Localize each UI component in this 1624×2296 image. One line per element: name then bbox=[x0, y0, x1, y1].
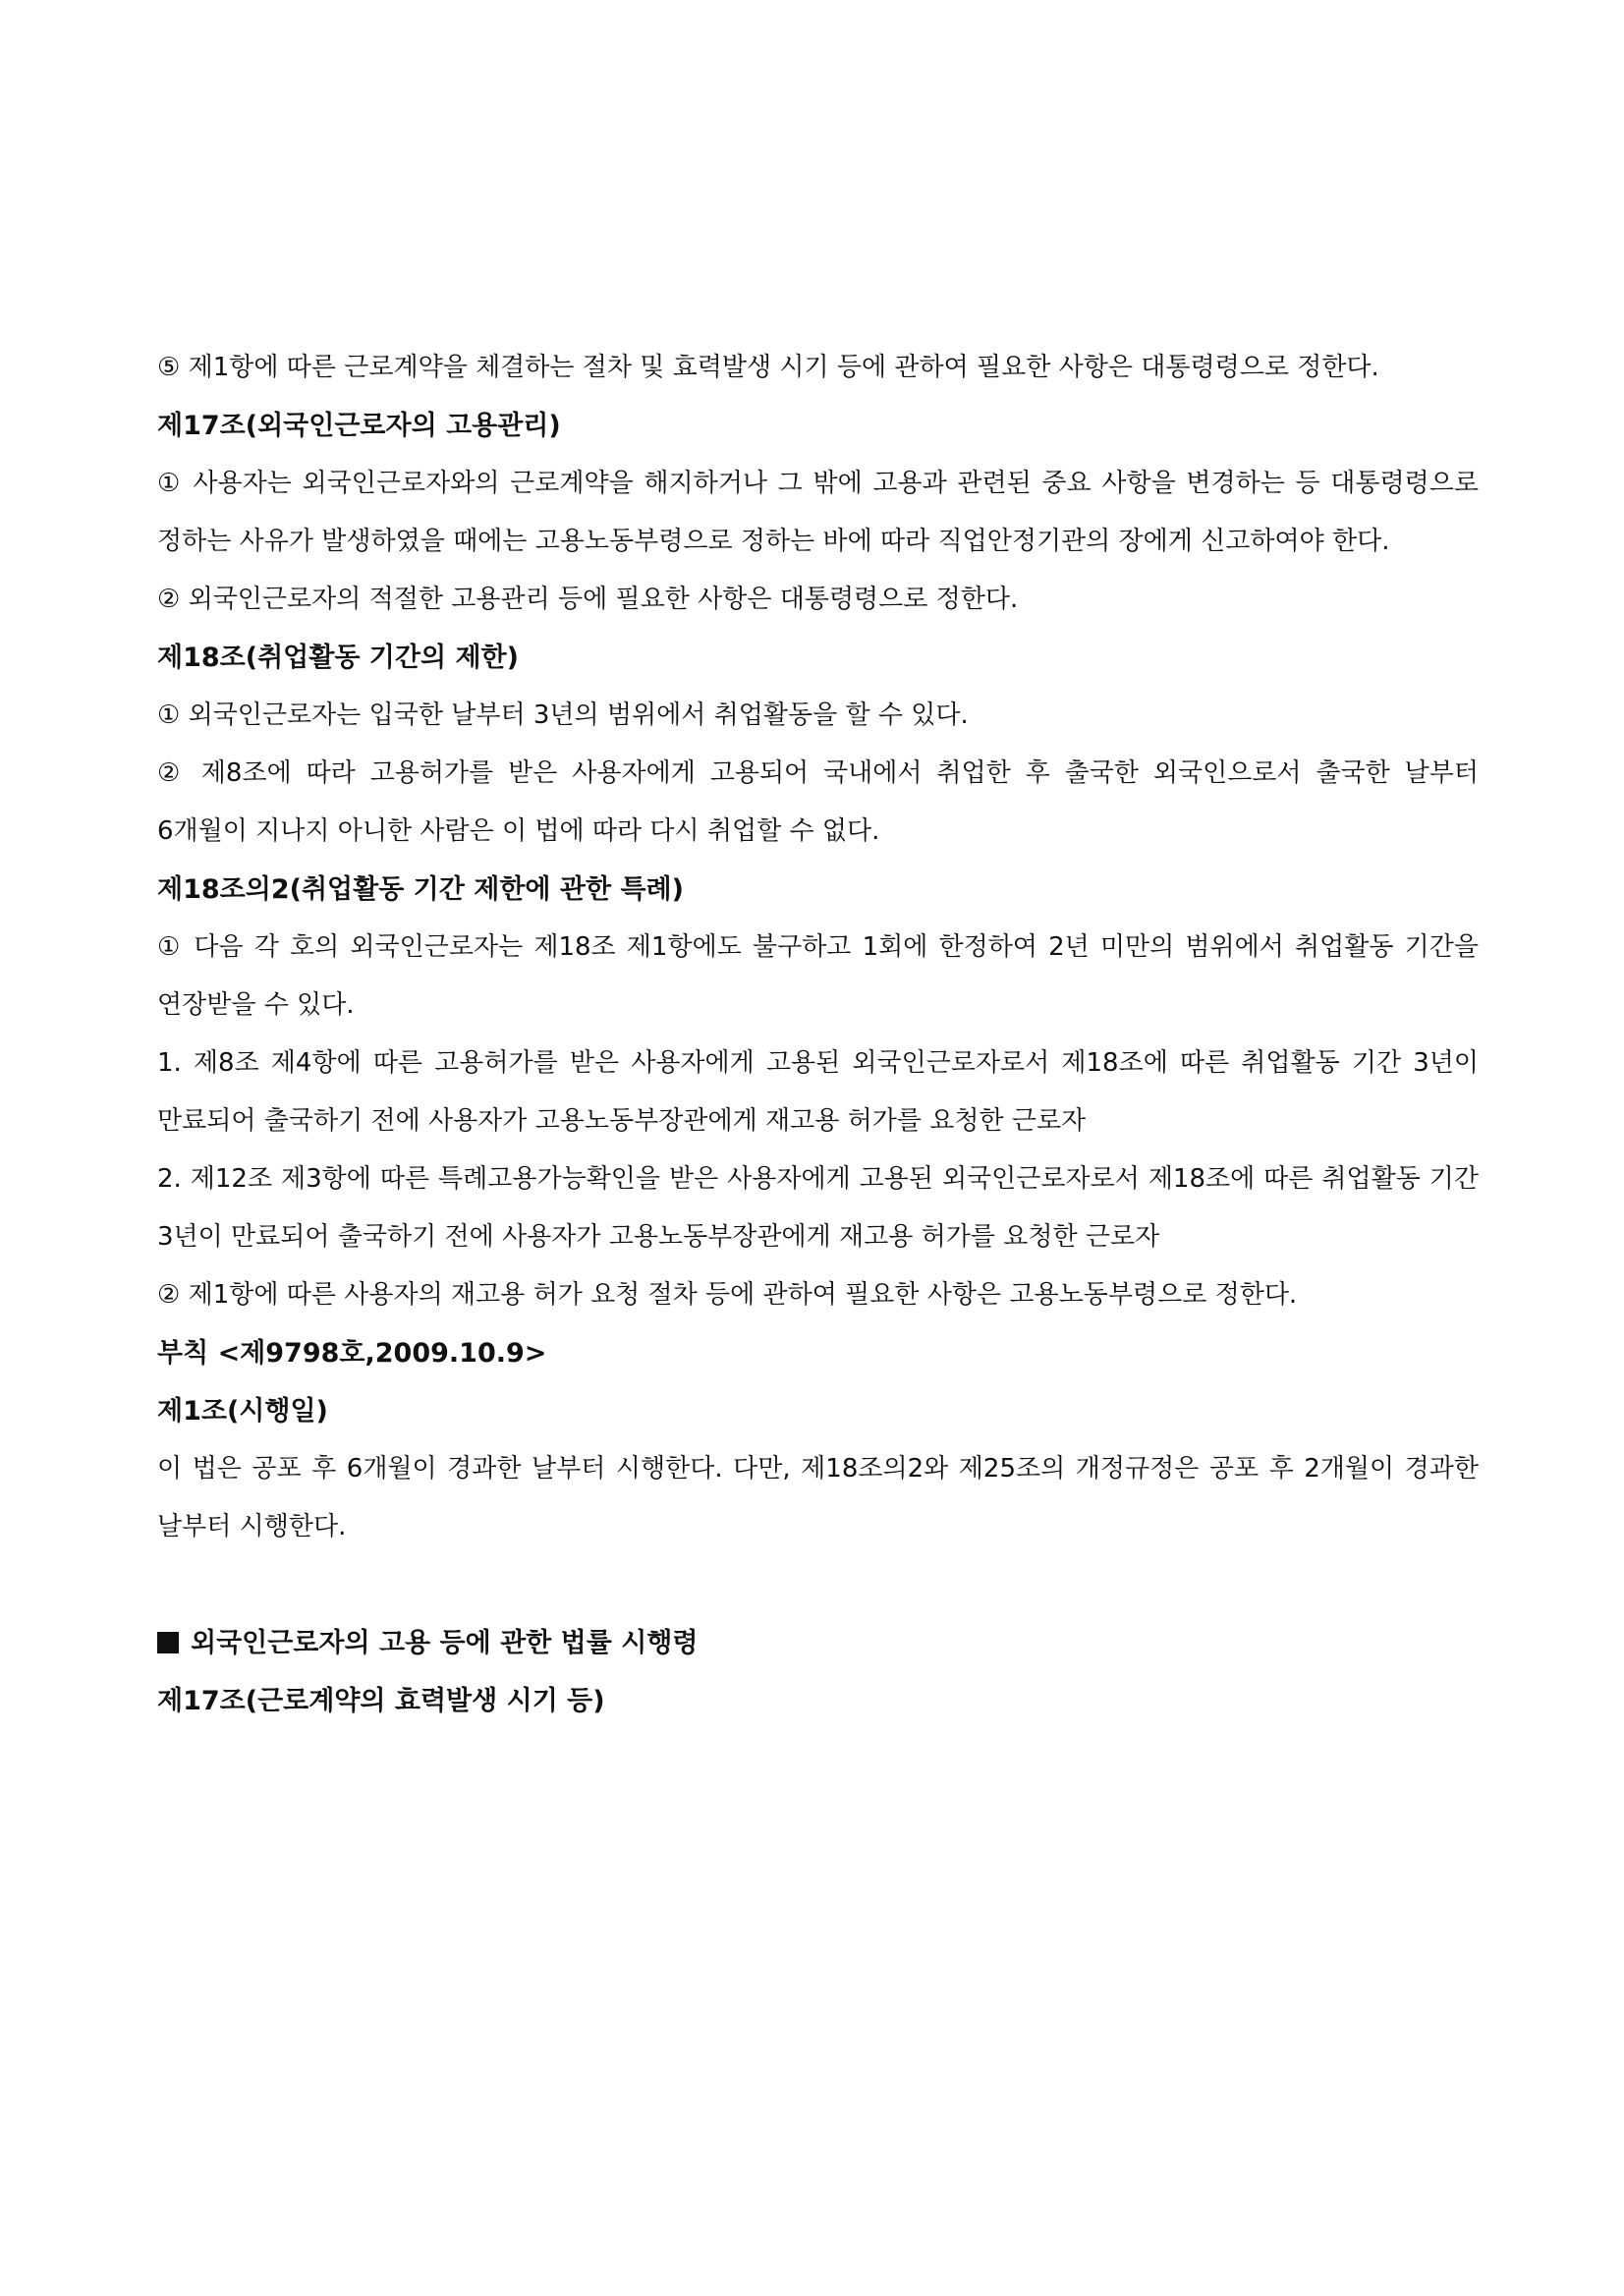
paragraph-18-1: ① 외국인근로자는 입국한 날부터 3년의 범위에서 취업활동을 할 수 있다. bbox=[157, 700, 969, 730]
decree-article-17-heading: 제17조(근로계약의 효력발생 시기 등) bbox=[157, 1686, 605, 1716]
article-18-2-heading: 제18조의2(취업활동 기간 제한에 관한 특례) bbox=[157, 874, 684, 905]
article-17-heading: 제17조(외국인근로자의 고용관리) bbox=[157, 411, 561, 441]
paragraph-17-1: ① 사용자는 외국인근로자와의 근로계약을 해지하거나 그 밖에 고용과 관련된 중요 사항을 변경하는 등 대통령령으로 정하는 사유가 발생하였을 때에는 고용노동부령으로 정하는 바에 따라 직업안정기관의 장에게 신고하여야 한다. bbox=[157, 469, 1479, 556]
article-18-heading: 제18조(취업활동 기간의 제한) bbox=[157, 643, 519, 673]
addenda-article-1-heading: 제1조(시행일) bbox=[157, 1396, 328, 1427]
enforcement-decree-title-text: 외국인근로자의 고용 등에 관한 법률 시행령 bbox=[191, 1628, 699, 1658]
item-1: 1. 제8조 제4항에 따른 고용허가를 받은 사용자에게 고용된 외국인근로자로서 제18조에 따른 취업활동 기간 3년이 만료되어 출국하기 전에 사용자가 고용노동부장관에게 재고용 허가를 요청한 근로자 bbox=[157, 1048, 1479, 1136]
addenda-heading: 부칙 <제9798호,2009.10.9> bbox=[157, 1338, 547, 1369]
enforcement-decree-title bbox=[157, 1614, 1479, 1672]
item-2: 2. 제12조 제3항에 따른 특례고용가능확인을 받은 사용자에게 고용된 외국인근로자로서 제18조에 따른 취업활동 기간 3년이 만료되어 출국하기 전에 사용자가 고용노동부장관에게 재고용 허가를 요청한 근로자 bbox=[157, 1164, 1479, 1252]
paragraph-18-2-1: ① 다음 각 호의 외국인근로자는 제18조 제1항에도 불구하고 1회에 한정하여 2년 미만의 범위에서 취업활동 기간을 연장받을 수 있다. bbox=[157, 932, 1479, 1020]
black-square-icon bbox=[157, 1632, 179, 1653]
section-spacer bbox=[157, 1556, 1479, 1614]
paragraph-17-5: ⑤ 제1항에 따른 근로계약을 체결하는 절차 및 효력발생 시기 등에 관하여 필요한 사항은 대통령령으로 정한다. bbox=[157, 353, 1379, 382]
addenda-article-1-text: 이 법은 공포 후 6개월이 경과한 날부터 시행한다. 다만, 제18조의2와 제25조의 개정규정은 공포 후 2개월이 경과한 날부터 시행한다. bbox=[157, 1454, 1479, 1541]
document-page bbox=[157, 339, 1479, 1730]
paragraph-18-2: ② 제8조에 따라 고용허가를 받은 사용자에게 고용되어 국내에서 취업한 후 출국한 외국인으로서 출국한 날부터 6개월이 지나지 아니한 사람은 이 법에 따라 다시 취업할 수 없다. bbox=[157, 758, 1479, 846]
paragraph-18-2-2: ② 제1항에 따른 사용자의 재고용 허가 요청 절차 등에 관하여 필요한 사항은 고용노동부령으로 정한다. bbox=[157, 1280, 1298, 1310]
paragraph-17-2: ② 외국인근로자의 적절한 고용관리 등에 필요한 사항은 대통령령으로 정한다. bbox=[157, 585, 1019, 614]
